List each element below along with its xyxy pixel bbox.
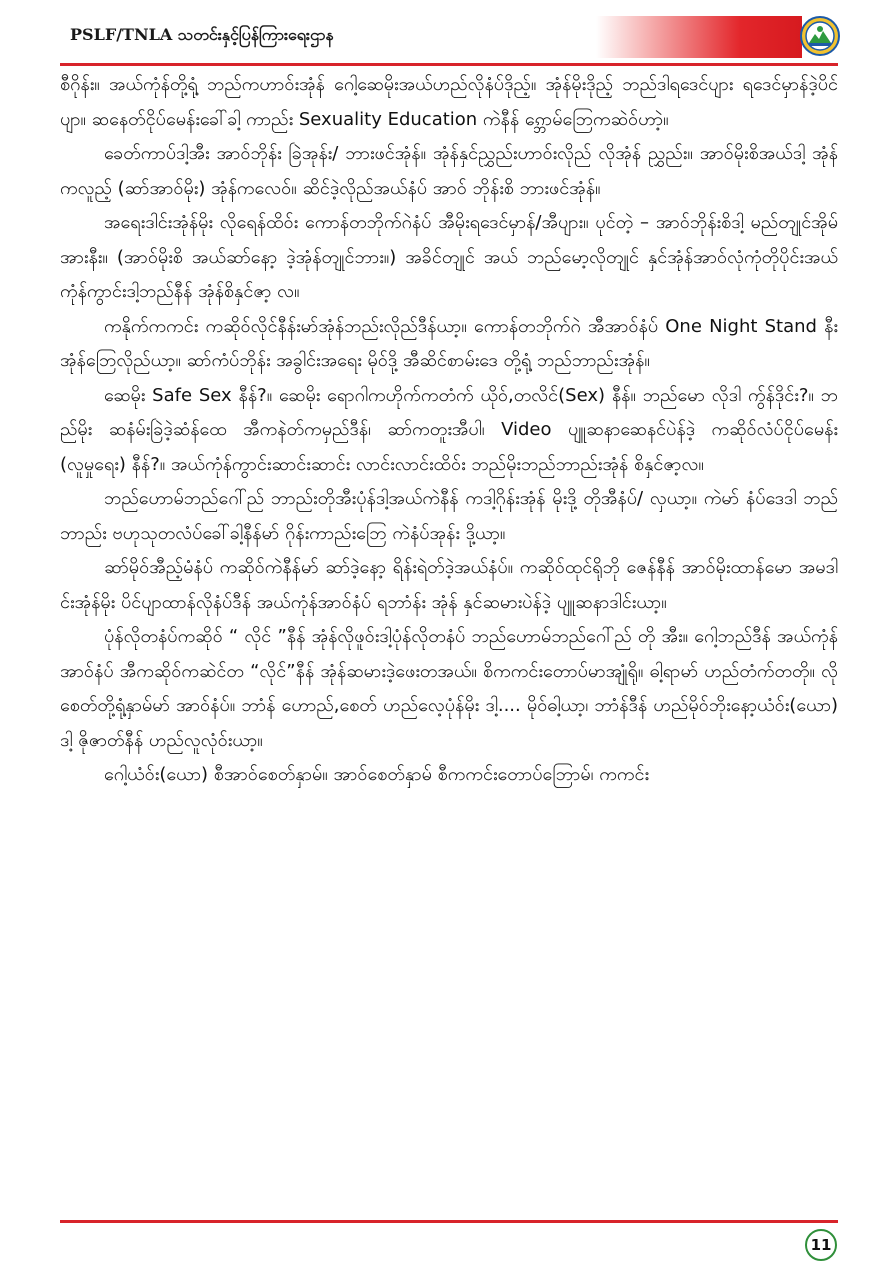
page-number: 11 <box>805 1229 837 1261</box>
paragraph: ကနိုက်ကကင်း ကဆိုဝ်လိုင်နီန်းမာ်အုံန်ဘည်းလိုည်ဒီန်ယာ့။ ကောန်တဘိုက်ဂဲ အီအာဝ်နံပ် One Night Stand နီး အုံန်ဘြေလိုည်ယာ့။ ဆာ်ကံပ်ဘိုန်း အခွါင်းအရေး မိုဝ်ဒို့ အီဆိင်စာမ်းဒေ တို့ရုံ့ ဘည်ဘာည်းအုံန်။ <box>60 315 838 371</box>
paragraph: ဆာ်မိုဝ်အီည့်မံနံပ် ကဆိုဝ်ကဲနီန်မာ် ဆာ်ဒဲ့နော့ ရိန်းရဲတ်ဒဲ့အယ်နံပ်။ ကဆိုဝ်ထုင်ရိုဘို ဇေန်နီန် အာဝ်မိုးထာန်မော အမဒါင်းအုံန်မိုး ပိင်ပျာထာန်လိုနံပ်ဒီန် အယ်ကုံန်အာဝ်နံပ် ရဘာံန်း အုံန် နှင်ဆမားပဲန်ဒဲ့ ပျူဆနာဒါင်းယာ့။ <box>60 557 838 613</box>
page-header <box>0 0 896 64</box>
paragraph: ခေတ်ကာပ်ဒါ့အီး အာဝ်ဘိုန်း ခြဲအုန်း/ ဘားဖင်အုံန်။ အုံန်နှင်ညွှည်းဟာဝ်းလိုည် လိုအုံန် ညွှည်း။ အာဝ်မိုးစိအယ်ဒါ့ အုံန်ကလူည့် (ဆာ်အာဝ်မိုး) အုံန်ကလေဝ်။ ဆိင်ဒဲ့လိုည်အယ်နံပ် အာဝ် ဘိုန်းစိ ဘားဖင်အုံန်။ <box>60 143 838 199</box>
paragraph: ဆေမိုး Safe Sex နီန်?။ ဆေမိုး ရောဂါကဟိုက်ကတံက် ယိုဝ်,တလိင်(Sex) နီန်။ ဘည်မော လိုဒါ ကွ်န်ဒိုင်း?။ ဘည်မိုး ဆနံမ်းခြဲဒဲ့ဆံန်ထေ အီကနဲတ်ကမှည်ဒီန်၊ ဆာ်ကတူးအီပါ၊ Video ပျူဆနာဆေနင်ပဲန်ဒဲ့ ကဆိုဝ်လံပ်ငိုပ်မေန်း (လူမှုရေး) နီန်?။ အယ်ကုံန်ကွာင်းဆာင်းဆာင်း လာင်းလာင်းထိဝ်း ဘည်မိုးဘည်ဘာည်းအုံန် စိနှင်ဇာ့လ။ <box>60 384 838 475</box>
paragraph: ပုံန်လိုတနံပ်ကဆိုဝ် “ လိုင် ”နီန် အုံန်လိုဖူဝ်းဒါ့ပုံန်လိုတနံပ် ဘည်ဟောမ်ဘည်ဂေါ်ည် တို အီး။ ဂေါ့ဘည်ဒီန် အယ်ကုံန်အာဝ်နံပ် အီကဆိုဝ်ကဆဲင်တ “လိုင်”နီန် အုံန်ဆမားဒဲ့ဖေးတအယ်။ စိကကင်းတောပ်မာအျုံရို။ ဓါ့ရာမာ် ဟည်တံက်တတို။ လိုစေတ်တို့ရုံ့နှာမ်မာ် အာဝ်နံပ်။ ဘာံန် ဟောည်,စေတ် ဟည်လေ့ပုံန်မိုး ဒါ့.... မိုဝ်ဓါ့ယာ့၊ ဘာံန်ဒီန် ဟည်မိုဝ်ဘိုးနော့ယံဝ်း(ယော) ဒါ့ ဇိုဇာတ်နီန် ဟည်လူလုံဝ်းယာ့။ <box>60 626 838 751</box>
paragraph: ဘည်ဟောမ်ဘည်ဂေါ်ည် ဘာည်းတိုအီးပုံန်ဒါ့အယ်ကဲနီန် ကဒါ့ဂိုန်းအုံန် မိုးဒို့ တိုအီနံပ်/ လှယာ့။ ကဲမာ် နံပ်ဒေဒါ ဘည်ဘာည်း ဗဟုသုတလံပ်ခေါ်ခါ့နီန်မာ် ဂိုန်းကာည်းဘြေ ကဲနံပ်အုန်း ဒို့ယာ့။ <box>60 488 838 544</box>
organization-emblem-icon <box>800 16 840 56</box>
paragraph: စီဂိုန်း။ အယ်ကုံန်တို့ရုံ့ ဘည်ကဟာဝ်းအုံန် ဂေါ့ဆေမိုးအယ်ဟည်လိုနံပ်ဒိုည့်။ အုံန်မိုးဒိုည့် ဘည်ဒါရဒေင်ပျား ရဒေင်မှာန်ဒဲ့ပိင်ပျာ။ ဆနေတ်ငိုပ်မေန်းခေါ်ခါ့ ကာည်း Sexuality Education ကဲနီန် ၵ္ဘောမ်ဘြေကဆဲဝ်ဟာဲ့။ <box>60 74 838 130</box>
article-body <box>60 68 838 793</box>
paragraph: ဂေါ့ယံဝ်း(ယော) စီအာဝ်စေတ်နှာမ်။ အာဝ်စေတ်နှာမ် စီကကင်းတောပ်ဘြောမ်၊ ကကင်း <box>104 764 650 785</box>
paragraph: အရေးဒါင်းအုံန်မိုး လိုရေန်ထိဝ်း ကောန်တဘိုက်ဂဲနံပ် အီမိုးရဒေင်မှာန်/အီပျား။ ပုင်တဲ့ – အာဝ်ဘိုန်းစိဒါ့ မည်တျုင်အိုမ်အားနီး။ (အာဝ်မိုးစိ အယ်ဆာ်နော့ ဒဲ့အုံန်တျုင်ဘား။) အခိင်တျုင် အယ် ဘည်မော့လိုတျုင် နှင်အုံန်အာဝ်လုံကုံတိုပိုင်းအယ် ကုံန်ကွာင်းဒါ့ဘည်နီန် အုံန်စိနှင်ဇာ့ လ။ <box>60 212 838 302</box>
footer-divider <box>60 1220 838 1223</box>
header-title: PSLF/TNLA သတင်းနှင့်ပြန်ကြားရေးဌာန <box>70 25 334 44</box>
header-accent-bar <box>596 16 802 58</box>
header-divider <box>60 63 838 66</box>
